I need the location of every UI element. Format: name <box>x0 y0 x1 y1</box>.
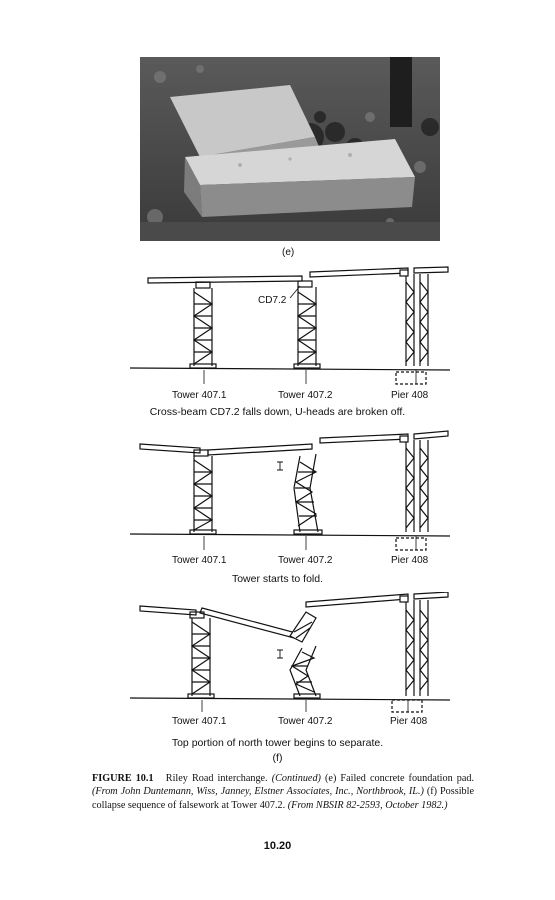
page-number: 10.20 <box>263 840 292 852</box>
figure-continued: (Continued) <box>271 773 321 784</box>
pier-408-label: Pier 408 <box>390 716 428 727</box>
figure-title: Riley Road interchange. <box>165 773 268 784</box>
diagram-2-caption: Tower starts to fold. <box>231 573 324 585</box>
tower-407-2-label: Tower 407.2 <box>278 390 333 401</box>
foundation-pad-photo <box>140 57 440 241</box>
pier-408-label: Pier 408 <box>391 390 429 401</box>
diagram-3-caption: Top portion of north tower begins to separate. <box>171 737 384 749</box>
tower-407-1-label: Tower 407.1 <box>172 716 227 727</box>
pier-408-label: Pier 408 <box>391 555 429 566</box>
figure-source-e: (From John Duntemann, Wiss, Janney, Elstner Associates, Inc., Northbrook, IL.) <box>92 786 424 798</box>
diagram-2 <box>130 428 450 558</box>
callout-cd72: CD7.2 <box>258 295 287 306</box>
diagram-1-caption: Cross-beam CD7.2 falls down, U-heads are broken off. <box>149 406 406 418</box>
figure-caption <box>92 772 474 812</box>
figure-number: FIGURE 10.1 <box>92 773 154 784</box>
photo-label: (e) <box>282 247 295 258</box>
diagram-1 <box>130 262 450 392</box>
figure-part-label: (f) <box>272 752 283 764</box>
tower-407-1-label: Tower 407.1 <box>172 390 227 401</box>
figure-text-f: (f) Possible collapse sequence of falsework at Tower 407.2. <box>92 786 474 811</box>
tower-407-2-label: Tower 407.2 <box>278 555 333 566</box>
diagram-3 <box>130 592 450 722</box>
tower-407-1-label: Tower 407.1 <box>172 555 227 566</box>
figure-text-e: (e) Failed concrete foundation pad. <box>325 773 475 784</box>
tower-407-2-label: Tower 407.2 <box>278 716 333 727</box>
figure-source-f: (From NBSIR 82-2593, October 1982.) <box>287 799 448 811</box>
